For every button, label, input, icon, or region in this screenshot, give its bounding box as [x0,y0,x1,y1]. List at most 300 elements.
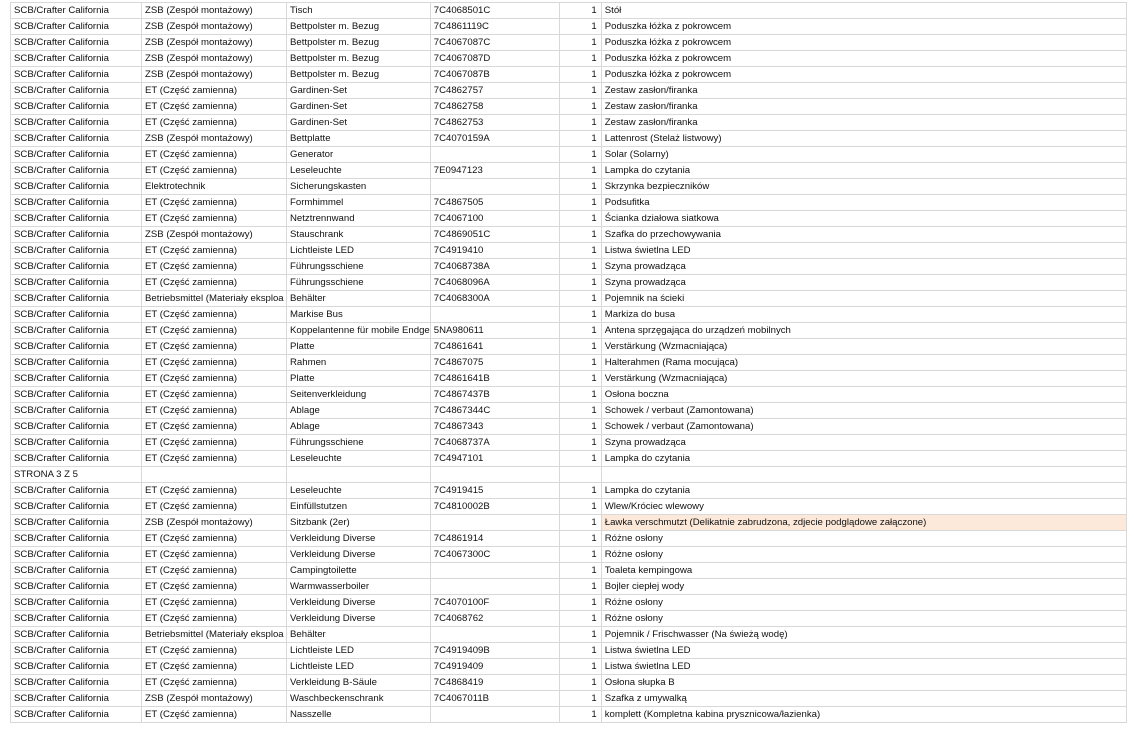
category-cell: ZSB (Zespół montażowy) [142,227,287,243]
description-cell: Szyna prowadząca [601,259,1126,275]
model-cell: SCB/Crafter California [11,83,142,99]
quantity-cell: 1 [559,259,601,275]
quantity-cell: 1 [559,611,601,627]
model-cell: SCB/Crafter California [11,627,142,643]
table-row [11,195,1127,211]
description-cell: Markiza do busa [601,307,1126,323]
parts-table-body [11,3,1127,723]
quantity-cell: 1 [559,35,601,51]
part-name-cell: Führungsschiene [287,259,431,275]
table-row [11,291,1127,307]
quantity-cell: 1 [559,83,601,99]
category-cell: ZSB (Zespół montażowy) [142,35,287,51]
description-cell: Halterahmen (Rama mocująca) [601,355,1126,371]
part-name-cell: Führungsschiene [287,275,431,291]
part-number-cell: 7E0947123 [430,163,559,179]
category-cell: ET (Część zamienna) [142,595,287,611]
part-number-cell: 7C4861641 [430,339,559,355]
part-number-cell: 7C4068738A [430,259,559,275]
table-row [11,243,1127,259]
category-cell: ET (Część zamienna) [142,323,287,339]
category-cell: ET (Część zamienna) [142,355,287,371]
table-row [11,67,1127,83]
category-cell: ET (Część zamienna) [142,531,287,547]
part-number-cell: 7C4067011B [430,691,559,707]
table-row [11,99,1127,115]
description-cell: Listwa świetlna LED [601,659,1126,675]
description-cell: Skrzynka bezpieczników [601,179,1126,195]
part-number-cell [430,515,559,531]
model-cell: SCB/Crafter California [11,387,142,403]
table-row [11,643,1127,659]
model-cell: SCB/Crafter California [11,163,142,179]
table-row [11,659,1127,675]
part-name-cell: Gardinen-Set [287,115,431,131]
quantity-cell: 1 [559,531,601,547]
table-row [11,19,1127,35]
quantity-cell: 1 [559,419,601,435]
quantity-cell: 1 [559,243,601,259]
table-row [11,419,1127,435]
model-cell: SCB/Crafter California [11,547,142,563]
category-cell: ET (Część zamienna) [142,675,287,691]
part-number-cell [430,563,559,579]
quantity-cell: 1 [559,339,601,355]
description-cell: Toaleta kempingowa [601,563,1126,579]
category-cell: ZSB (Zespół montażowy) [142,131,287,147]
table-row [11,259,1127,275]
category-cell: ET (Część zamienna) [142,99,287,115]
part-name-cell: Formhimmel [287,195,431,211]
description-cell: Poduszka łóżka z pokrowcem [601,35,1126,51]
part-number-cell [430,627,559,643]
quantity-cell: 1 [559,483,601,499]
table-row [11,531,1127,547]
part-number-cell: 7C4868419 [430,675,559,691]
table-row [11,547,1127,563]
table-row [11,51,1127,67]
model-cell: SCB/Crafter California [11,707,142,723]
model-cell: SCB/Crafter California [11,147,142,163]
description-cell: Poduszka łóżka z pokrowcem [601,51,1126,67]
category-cell: ET (Część zamienna) [142,451,287,467]
part-number-cell: 7C4068501C [430,3,559,19]
category-cell: ET (Część zamienna) [142,163,287,179]
table-row [11,147,1127,163]
part-number-cell: 7C4919409 [430,659,559,675]
part-name-cell: Warmwasserboiler [287,579,431,595]
category-cell: ET (Część zamienna) [142,147,287,163]
part-name-cell: Campingtoilette [287,563,431,579]
part-number-cell: 7C4867437B [430,387,559,403]
category-cell: ET (Część zamienna) [142,499,287,515]
part-name-cell: Sicherungskasten [287,179,431,195]
category-cell: ZSB (Zespół montażowy) [142,19,287,35]
category-cell: ET (Część zamienna) [142,483,287,499]
category-cell: ET (Część zamienna) [142,563,287,579]
model-cell: SCB/Crafter California [11,19,142,35]
quantity-cell: 1 [559,115,601,131]
description-cell: Podsufitka [601,195,1126,211]
description-cell: Listwa świetlna LED [601,643,1126,659]
model-cell: SCB/Crafter California [11,419,142,435]
table-row [11,595,1127,611]
part-number-cell: 7C4867505 [430,195,559,211]
quantity-cell: 1 [559,675,601,691]
part-number-cell: 7C4861641B [430,371,559,387]
part-name-cell: Tisch [287,3,431,19]
part-number-cell: 7C4919409B [430,643,559,659]
part-number-cell [430,179,559,195]
parts-table [10,2,1127,723]
description-cell: Zestaw zasłon/firanka [601,115,1126,131]
quantity-cell: 1 [559,131,601,147]
part-number-cell: 7C4067087B [430,67,559,83]
table-row [11,355,1127,371]
table-row [11,387,1127,403]
table-row [11,515,1127,531]
part-number-cell: 7C4869051C [430,227,559,243]
category-cell: ET (Część zamienna) [142,611,287,627]
part-number-cell [430,579,559,595]
part-number-cell [430,707,559,723]
model-cell: SCB/Crafter California [11,483,142,499]
category-cell: ET (Część zamienna) [142,275,287,291]
table-row [11,3,1127,19]
description-cell: Lattenrost (Stelaż listwowy) [601,131,1126,147]
description-cell: Pojemnik / Frischwasser (Na świeżą wodę) [601,627,1126,643]
model-cell: SCB/Crafter California [11,643,142,659]
quantity-cell: 1 [559,355,601,371]
table-row [11,275,1127,291]
description-cell: Różne osłony [601,595,1126,611]
description-cell: Bojler ciepłej wody [601,579,1126,595]
part-name-cell: Lichtleiste LED [287,243,431,259]
part-name-cell: Verkleidung Diverse [287,547,431,563]
part-name-cell: Bettpolster m. Bezug [287,19,431,35]
category-cell: ET (Część zamienna) [142,211,287,227]
table-row [11,83,1127,99]
part-name-cell: Bettpolster m. Bezug [287,51,431,67]
quantity-cell: 1 [559,67,601,83]
quantity-cell: 1 [559,595,601,611]
part-name-cell: Leseleuchte [287,451,431,467]
table-row [11,371,1127,387]
part-number-cell: 7C4068096A [430,275,559,291]
category-cell: ET (Część zamienna) [142,387,287,403]
part-name-cell: Behälter [287,291,431,307]
model-cell: SCB/Crafter California [11,195,142,211]
table-row [11,499,1127,515]
part-number-cell: 7C4861914 [430,531,559,547]
table-row [11,451,1127,467]
part-number-cell: 7C4067100 [430,211,559,227]
description-cell: Szafka z umywalką [601,691,1126,707]
quantity-cell: 1 [559,563,601,579]
part-name-cell: Lichtleiste LED [287,659,431,675]
description-cell: Osłona boczna [601,387,1126,403]
model-cell: SCB/Crafter California [11,691,142,707]
quantity-cell: 1 [559,579,601,595]
description-cell: Wlew/Króciec wlewowy [601,499,1126,515]
quantity-cell: 1 [559,451,601,467]
description-cell: Lampka do czytania [601,163,1126,179]
category-cell: ZSB (Zespół montażowy) [142,3,287,19]
model-cell: SCB/Crafter California [11,131,142,147]
model-cell: SCB/Crafter California [11,211,142,227]
description-cell: Ścianka działowa siatkowa [601,211,1126,227]
description-cell: Różne osłony [601,531,1126,547]
part-number-cell: 7C4068762 [430,611,559,627]
quantity-cell: 1 [559,707,601,723]
part-number-cell: 7C4067087C [430,35,559,51]
category-cell: ET (Część zamienna) [142,435,287,451]
model-cell: SCB/Crafter California [11,563,142,579]
part-name-cell: Lichtleiste LED [287,643,431,659]
description-cell: Lampka do czytania [601,451,1126,467]
category-cell: Betriebsmittel (Materiały eksploa [142,291,287,307]
quantity-cell: 1 [559,691,601,707]
model-cell: SCB/Crafter California [11,291,142,307]
part-name-cell: Bettpolster m. Bezug [287,35,431,51]
model-cell: SCB/Crafter California [11,323,142,339]
description-cell: Lampka do czytania [601,483,1126,499]
quantity-cell: 1 [559,387,601,403]
quantity-cell: 1 [559,643,601,659]
part-number-cell: 7C4070100F [430,595,559,611]
quantity-cell: 1 [559,99,601,115]
description-cell: Antena sprzęgająca do urządzeń mobilnych [601,323,1126,339]
quantity-cell: 1 [559,547,601,563]
category-cell: Betriebsmittel (Materiały eksploa [142,627,287,643]
table-row [11,131,1127,147]
model-cell: SCB/Crafter California [11,499,142,515]
model-cell: SCB/Crafter California [11,675,142,691]
category-cell: ET (Część zamienna) [142,339,287,355]
part-number-cell: 7C4919415 [430,483,559,499]
part-number-cell: 7C4861119C [430,19,559,35]
part-name-cell: Rahmen [287,355,431,371]
table-row [11,307,1127,323]
model-cell: SCB/Crafter California [11,659,142,675]
table-row [11,323,1127,339]
table-row [11,115,1127,131]
model-cell: STRONA 3 Z 5 [11,467,142,483]
model-cell: SCB/Crafter California [11,371,142,387]
part-name-cell: Verkleidung Diverse [287,531,431,547]
description-cell: Szyna prowadząca [601,275,1126,291]
part-name-cell: Generator [287,147,431,163]
table-row [11,627,1127,643]
quantity-cell [559,467,601,483]
quantity-cell: 1 [559,227,601,243]
table-row [11,563,1127,579]
category-cell: ET (Część zamienna) [142,307,287,323]
description-cell: Szafka do przechowywania [601,227,1126,243]
model-cell: SCB/Crafter California [11,339,142,355]
table-row [11,611,1127,627]
model-cell: SCB/Crafter California [11,403,142,419]
category-cell: ET (Część zamienna) [142,707,287,723]
part-name-cell: Stauschrank [287,227,431,243]
model-cell: SCB/Crafter California [11,179,142,195]
quantity-cell: 1 [559,515,601,531]
description-cell: Schowek / verbaut (Zamontowana) [601,419,1126,435]
category-cell: ET (Część zamienna) [142,659,287,675]
table-row [11,691,1127,707]
model-cell: SCB/Crafter California [11,595,142,611]
description-cell: Zestaw zasłon/firanka [601,99,1126,115]
part-number-cell: 7C4068737A [430,435,559,451]
part-name-cell: Nasszelle [287,707,431,723]
part-name-cell: Gardinen-Set [287,83,431,99]
part-number-cell: 7C4867343 [430,419,559,435]
description-cell: Poduszka łóżka z pokrowcem [601,19,1126,35]
category-cell: ZSB (Zespół montażowy) [142,67,287,83]
part-number-cell: 7C4919410 [430,243,559,259]
part-number-cell: 7C4810002B [430,499,559,515]
quantity-cell: 1 [559,195,601,211]
quantity-cell: 1 [559,307,601,323]
model-cell: SCB/Crafter California [11,35,142,51]
part-number-cell: 7C4867344C [430,403,559,419]
table-row [11,163,1127,179]
table-row [11,227,1127,243]
model-cell: SCB/Crafter California [11,227,142,243]
model-cell: SCB/Crafter California [11,307,142,323]
model-cell: SCB/Crafter California [11,531,142,547]
table-row [11,339,1127,355]
part-number-cell [430,467,559,483]
table-row [11,435,1127,451]
quantity-cell: 1 [559,323,601,339]
quantity-cell: 1 [559,403,601,419]
category-cell: ET (Część zamienna) [142,371,287,387]
quantity-cell: 1 [559,3,601,19]
model-cell: SCB/Crafter California [11,451,142,467]
part-name-cell [287,467,431,483]
table-row [11,211,1127,227]
model-cell: SCB/Crafter California [11,611,142,627]
model-cell: SCB/Crafter California [11,275,142,291]
category-cell [142,467,287,483]
category-cell: ET (Część zamienna) [142,115,287,131]
category-cell: ET (Część zamienna) [142,547,287,563]
quantity-cell: 1 [559,179,601,195]
description-cell: Różne osłony [601,611,1126,627]
part-number-cell [430,307,559,323]
category-cell: ZSB (Zespół montażowy) [142,515,287,531]
category-cell: ET (Część zamienna) [142,403,287,419]
model-cell: SCB/Crafter California [11,355,142,371]
part-name-cell: Waschbeckenschrank [287,691,431,707]
quantity-cell: 1 [559,51,601,67]
description-cell: komplett (Kompletna kabina prysznicowa/łazienka) [601,707,1126,723]
quantity-cell: 1 [559,147,601,163]
part-name-cell: Bettplatte [287,131,431,147]
part-name-cell: Behälter [287,627,431,643]
model-cell: SCB/Crafter California [11,3,142,19]
part-number-cell: 7C4067300C [430,547,559,563]
model-cell: SCB/Crafter California [11,515,142,531]
part-name-cell: Einfüllstutzen [287,499,431,515]
description-cell: Verstärkung (Wzmacniająca) [601,371,1126,387]
model-cell: SCB/Crafter California [11,259,142,275]
description-cell: Ławka verschmutzt (Delikatnie zabrudzona, zdjecie podglądowe załączone) [601,515,1126,531]
description-cell: Pojemnik na ścieki [601,291,1126,307]
part-number-cell: 7C4067087D [430,51,559,67]
model-cell: SCB/Crafter California [11,115,142,131]
category-cell: Elektrotechnik [142,179,287,195]
model-cell: SCB/Crafter California [11,435,142,451]
part-number-cell: 7C4947101 [430,451,559,467]
part-name-cell: Verkleidung Diverse [287,611,431,627]
quantity-cell: 1 [559,627,601,643]
description-cell: Zestaw zasłon/firanka [601,83,1126,99]
part-name-cell: Bettpolster m. Bezug [287,67,431,83]
quantity-cell: 1 [559,163,601,179]
part-name-cell: Sitzbank (2er) [287,515,431,531]
description-cell: Różne osłony [601,547,1126,563]
model-cell: SCB/Crafter California [11,579,142,595]
part-number-cell: 7C4862758 [430,99,559,115]
part-name-cell: Verkleidung B-Säule [287,675,431,691]
part-name-cell: Ablage [287,403,431,419]
category-cell: ET (Część zamienna) [142,195,287,211]
part-name-cell: Koppelantenne für mobile Endge [287,323,431,339]
description-cell [601,467,1126,483]
part-number-cell: 7C4862753 [430,115,559,131]
category-cell: ET (Część zamienna) [142,83,287,99]
part-name-cell: Verkleidung Diverse [287,595,431,611]
part-number-cell: 7C4070159A [430,131,559,147]
model-cell: SCB/Crafter California [11,67,142,83]
quantity-cell: 1 [559,371,601,387]
description-cell: Szyna prowadząca [601,435,1126,451]
description-cell: Listwa świetlna LED [601,243,1126,259]
part-number-cell: 7C4068300A [430,291,559,307]
category-cell: ET (Część zamienna) [142,243,287,259]
category-cell: ZSB (Zespół montażowy) [142,51,287,67]
table-row [11,403,1127,419]
category-cell: ET (Część zamienna) [142,419,287,435]
part-number-cell [430,147,559,163]
table-row [11,707,1127,723]
part-name-cell: Netztrennwand [287,211,431,227]
quantity-cell: 1 [559,19,601,35]
table-row [11,179,1127,195]
description-cell: Verstärkung (Wzmacniająca) [601,339,1126,355]
part-name-cell: Platte [287,339,431,355]
table-row [11,579,1127,595]
quantity-cell: 1 [559,275,601,291]
page-marker-row [11,467,1127,483]
description-cell: Solar (Solarny) [601,147,1126,163]
category-cell: ZSB (Zespół montażowy) [142,691,287,707]
quantity-cell: 1 [559,499,601,515]
part-name-cell: Markise Bus [287,307,431,323]
description-cell: Schowek / verbaut (Zamontowana) [601,403,1126,419]
quantity-cell: 1 [559,211,601,227]
model-cell: SCB/Crafter California [11,243,142,259]
description-cell: Osłona słupka B [601,675,1126,691]
part-number-cell: 7C4867075 [430,355,559,371]
part-name-cell: Platte [287,371,431,387]
part-name-cell: Ablage [287,419,431,435]
description-cell: Poduszka łóżka z pokrowcem [601,67,1126,83]
part-name-cell: Leseleuchte [287,163,431,179]
quantity-cell: 1 [559,435,601,451]
